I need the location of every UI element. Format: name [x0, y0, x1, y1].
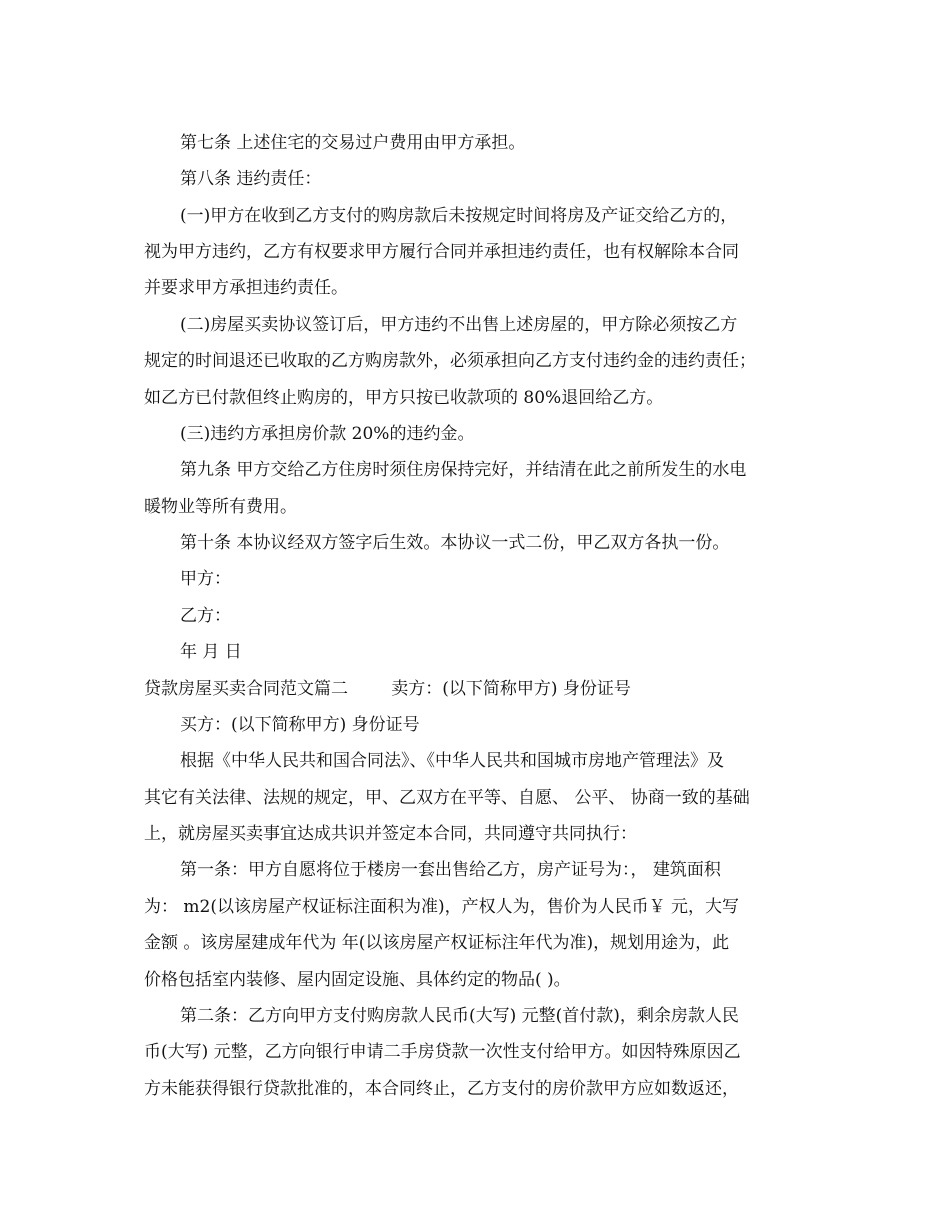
- article-1-line-3: 金额 。该房屋建成年代为 年(以该房屋产权证标注年代为准)，规划用途为，此: [144, 933, 730, 953]
- signature-date-label: 年 月 日: [180, 642, 242, 662]
- article-9-line-1: 第九条 甲方交给乙方住房时须住房保持完好，并结清在此之前所发生的水电: [180, 460, 747, 480]
- preamble-line-1: 根据《中华人民共和国合同法》、《中华人民共和国城市房地产管理法》及: [180, 751, 724, 771]
- breach-clause-1-line-1: (一)甲方在收到乙方支付的购房款后未按规定时间将房及产证交给乙方的，: [180, 206, 738, 226]
- breach-clause-3: (三)违约方承担房价款 20%的违约金。: [180, 424, 475, 444]
- preamble-line-2: 其它有关法律、法规的规定，甲、乙双方在平等、自愿、 公平、 协商一致的基础: [144, 788, 750, 808]
- article-2-line-2: 币(大写) 元整，乙方向银行申请二手房贷款一次性支付给甲方。如因特殊原因乙: [144, 1042, 741, 1062]
- breach-clause-2-line-3: 如乙方已付款但终止购房的，甲方只按已收款项的 80%退回给乙方。: [144, 388, 664, 408]
- breach-clause-2-line-2: 规定的时间退还已收取的乙方购房款外，必须承担向乙方支付违约金的违约责任；: [144, 351, 756, 371]
- article-2-line-1: 第二条：乙方向甲方支付购房款人民币(大写) 元整(首付款)，剩余房款人民: [180, 1006, 739, 1026]
- article-1-line-1: 第一条：甲方自愿将位于楼房一套出售给乙方，房产证号为：， 建筑面积: [180, 860, 721, 880]
- article-2-line-3: 方未能获得银行贷款批准的，本合同终止，乙方支付的房价款甲方应如数返还，: [144, 1079, 739, 1099]
- preamble-line-3: 上，就房屋买卖事宜达成共识并签定本合同，共同遵守共同执行：: [144, 824, 637, 844]
- second-contract-title: 贷款房屋买卖合同范文篇二 卖方：(以下简称甲方) 身份证号: [144, 679, 631, 699]
- breach-clause-1-line-3: 并要求甲方承担违约责任。: [144, 278, 348, 298]
- article-9-line-2: 暖物业等所有费用。: [144, 497, 297, 517]
- article-8-heading: 第八条 违约责任：: [180, 169, 322, 189]
- article-1-line-2: 为： m2(以该房屋产权证标注面积为准)，产权人为，售价为人民币￥ 元，大写: [144, 897, 740, 917]
- party-b-signature-label: 乙方：: [180, 606, 231, 626]
- article-10-text: 第十条 本协议经双方签字后生效。本协议一式二份，甲乙双方各执一份。: [180, 533, 730, 553]
- breach-clause-1-line-2: 视为甲方违约，乙方有权要求甲方履行合同并承担违约责任，也有权解除本合同: [144, 242, 739, 262]
- breach-clause-2-line-1: (二)房屋买卖协议签订后，甲方违约不出售上述房屋的，甲方除必须按乙方: [180, 315, 738, 335]
- buyer-line: 买方：(以下简称甲方) 身份证号: [180, 715, 420, 735]
- party-a-signature-label: 甲方：: [180, 569, 231, 589]
- article-1-line-4: 价格包括室内装修、屋内固定设施、具体约定的物品( )。: [144, 970, 571, 990]
- article-7-text: 第七条 上述住宅的交易过户费用由甲方承担。: [180, 133, 526, 153]
